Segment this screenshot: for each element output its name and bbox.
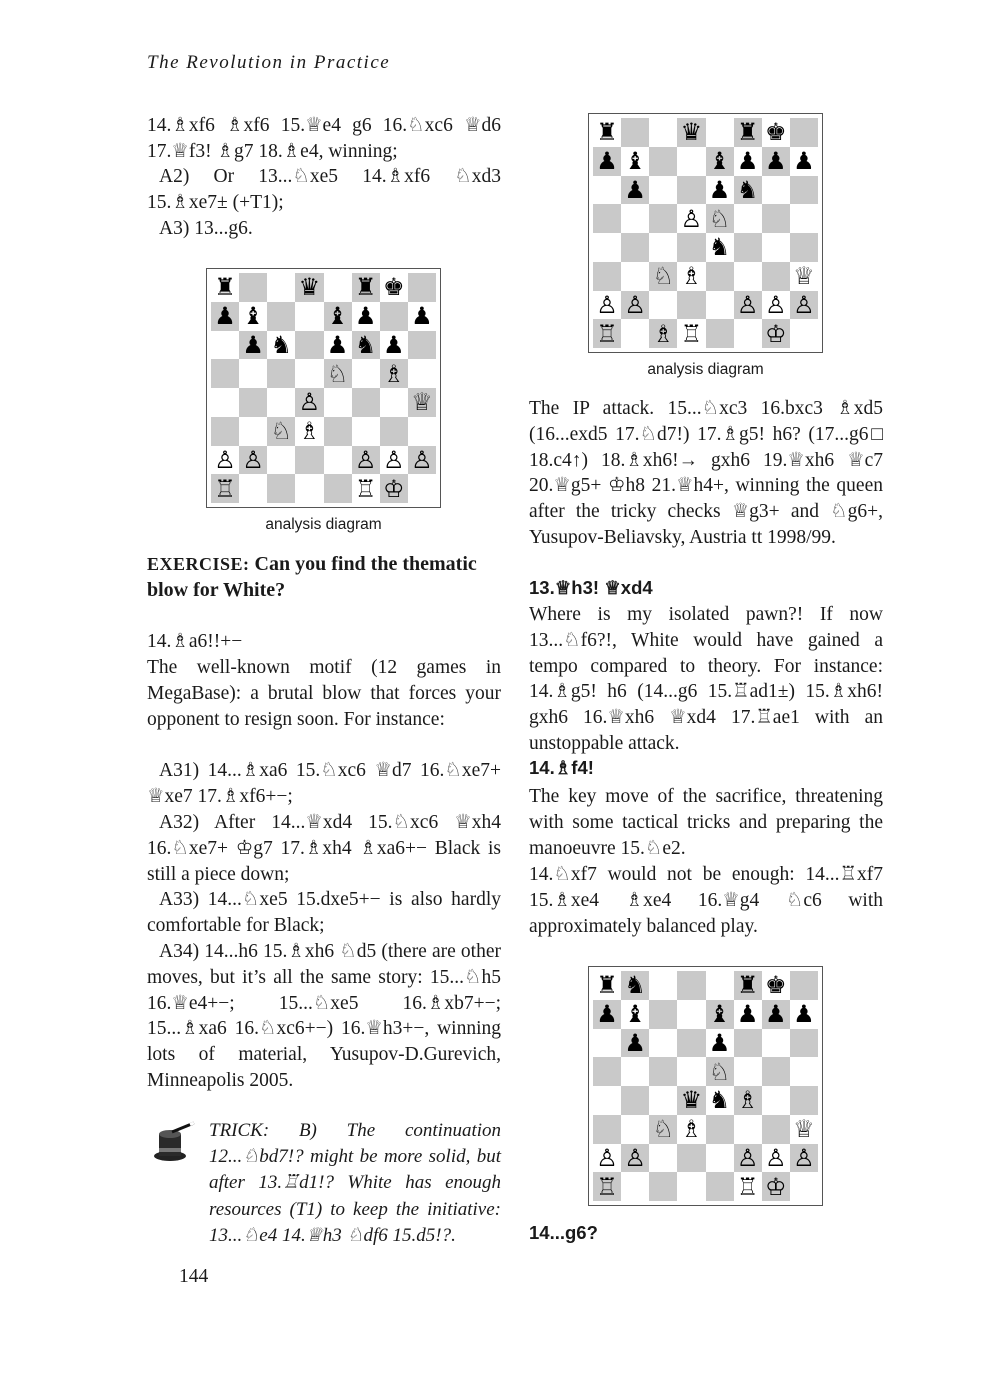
board-square: [324, 388, 352, 417]
board-square: [649, 1029, 677, 1058]
board-square: [677, 1144, 705, 1173]
board-square: [734, 262, 762, 291]
exercise-label: EXERCISE:: [147, 554, 250, 574]
black-pawn-icon: ♟: [324, 331, 352, 360]
board-square: [790, 233, 818, 262]
board-square: [352, 359, 380, 388]
board-square: [706, 118, 734, 147]
white-pawn-icon: ♙: [408, 446, 436, 475]
board-square: [649, 147, 677, 176]
board-square: [621, 118, 649, 147]
white-bishop-icon: ♗: [380, 359, 408, 388]
board-square: [593, 204, 621, 233]
board-square: [593, 233, 621, 262]
board-square: [706, 262, 734, 291]
white-knight-icon: ♘: [706, 204, 734, 233]
board-square: [239, 417, 267, 446]
white-pawn-icon: ♙: [593, 291, 621, 320]
board-square: [239, 388, 267, 417]
board-square: [649, 971, 677, 1000]
black-pawn-icon: ♟: [621, 1029, 649, 1058]
white-bishop-icon: ♗: [734, 1086, 762, 1115]
black-knight-icon: ♞: [706, 233, 734, 262]
paragraph: A34) 14...h6 15.♗xh6 ♘d5 (there are other moves, but it’s all the same story: 15...♘h5 16.♕e4+−; 15...♘xe5 16.♗xb7+−; 15...♗xa6 16.♘xc6+−) 16.♕h3+−, winning lots of material, Yusupov-D.Gurevich, Minneapolis 2005.: [147, 941, 501, 1091]
white-bishop-icon: ♗: [677, 1115, 705, 1144]
board-square: [677, 233, 705, 262]
black-king-icon: ♚: [380, 273, 408, 302]
paragraph: A32) After 14...♕xd4 15.♘xc6 ♕xh4 16.♘xe7+ ♔g7 17.♗xh4 ♗xa6+− Black is still a piece down;: [147, 812, 501, 885]
board-square: [649, 204, 677, 233]
board-square: [706, 1144, 734, 1173]
board-square: [706, 319, 734, 348]
board-square: [593, 1029, 621, 1058]
board-square: [790, 1086, 818, 1115]
black-pawn-icon: ♟: [706, 1029, 734, 1058]
board-square: [621, 1172, 649, 1201]
board-square: [211, 417, 239, 446]
board-square: [621, 233, 649, 262]
board-square: [295, 331, 323, 360]
board-square: [211, 388, 239, 417]
board-square: [790, 1057, 818, 1086]
board-square: [593, 262, 621, 291]
black-knight-icon: ♞: [621, 971, 649, 1000]
board-square: [593, 1115, 621, 1144]
white-pawn-icon: ♙: [677, 204, 705, 233]
paragraph: The key move of the sacrifice, threatening with some tactical tricks and preparing the manoeuvre 15.♘e2.: [529, 786, 883, 859]
paragraph: A33) 14...♘xe5 15.dxe5+− is also hardly comfortable for Black;: [147, 889, 501, 936]
board-square: [408, 417, 436, 446]
board-square: [706, 1172, 734, 1201]
paragraph: 14.♗a6!!+−: [147, 631, 243, 652]
board-square: [621, 262, 649, 291]
board-square: [649, 233, 677, 262]
exercise-prompt: [147, 551, 501, 603]
trick-note: TRICK: B) The continuation 12...♘bd7!? might be more solid, but after 13.♖d1!? White has enough resources (T1) to keep the initiative: 13...♘e4 14.♕h3 ♘df6 15.d5!?.: [209, 1120, 501, 1246]
paragraph: A3) 13...g6.: [159, 218, 253, 239]
black-pawn-icon: ♟: [621, 176, 649, 205]
white-knight-icon: ♘: [649, 1115, 677, 1144]
board-square: [239, 273, 267, 302]
white-bishop-icon: ♗: [649, 319, 677, 348]
board-square: [380, 417, 408, 446]
board-square: [734, 204, 762, 233]
black-bishop-icon: ♝: [621, 147, 649, 176]
board-square: [790, 118, 818, 147]
black-rook-icon: ♜: [211, 273, 239, 302]
board-square: [621, 1086, 649, 1115]
magic-hat-icon: [150, 1120, 198, 1164]
black-bishop-icon: ♝: [706, 147, 734, 176]
chess-diagram: [588, 966, 823, 1206]
running-head: The Revolution in Practice: [147, 52, 391, 73]
black-bishop-icon: ♝: [324, 302, 352, 331]
board-square: [267, 273, 295, 302]
black-bishop-icon: ♝: [239, 302, 267, 331]
board-square: [762, 233, 790, 262]
white-pawn-icon: ♙: [762, 291, 790, 320]
white-pawn-icon: ♙: [790, 291, 818, 320]
diagram-caption: analysis diagram: [265, 516, 382, 533]
board-square: [621, 204, 649, 233]
board-square: [734, 233, 762, 262]
white-king-icon: ♔: [762, 319, 790, 348]
black-pawn-icon: ♟: [790, 1000, 818, 1029]
white-pawn-icon: ♙: [621, 1144, 649, 1173]
board-square: [762, 204, 790, 233]
board-square: [706, 291, 734, 320]
black-pawn-icon: ♟: [790, 147, 818, 176]
white-queen-icon: ♕: [408, 388, 436, 417]
board-square: [239, 359, 267, 388]
black-knight-icon: ♞: [706, 1086, 734, 1115]
black-pawn-icon: ♟: [593, 147, 621, 176]
board-square: [267, 388, 295, 417]
board-square: [734, 1029, 762, 1058]
paragraph: A2) Or 13...♘xe5 14.♗xf6 ♘xd3 15.♗xe7± (+T1);: [147, 166, 501, 213]
board-square: [762, 1029, 790, 1058]
board-square: [762, 176, 790, 205]
white-knight-icon: ♘: [706, 1057, 734, 1086]
white-pawn-icon: ♙: [239, 446, 267, 475]
black-pawn-icon: ♟: [352, 302, 380, 331]
board-square: [762, 1057, 790, 1086]
board-square: [649, 1000, 677, 1029]
black-bishop-icon: ♝: [621, 1000, 649, 1029]
board-square: [380, 388, 408, 417]
black-pawn-icon: ♟: [239, 331, 267, 360]
white-queen-icon: ♕: [790, 1115, 818, 1144]
paragraph: 14.♘xf7 would not be enough: 14...♖xf7 15.♗xe4 ♗xe4 16.♕g4 ♘c6 with approximately balanced play.: [529, 864, 883, 937]
game-move: 13.♕h3! ♕xd4: [529, 577, 653, 598]
board-square: [790, 204, 818, 233]
board-square: [324, 273, 352, 302]
board-square: [734, 319, 762, 348]
black-pawn-icon: ♟: [211, 302, 239, 331]
board-square: [593, 1086, 621, 1115]
white-pawn-icon: ♙: [734, 291, 762, 320]
black-pawn-icon: ♟: [380, 331, 408, 360]
board-square: [762, 1086, 790, 1115]
white-pawn-icon: ♙: [295, 388, 323, 417]
white-rook-icon: ♖: [677, 319, 705, 348]
board-square: [267, 302, 295, 331]
board-square: [295, 446, 323, 475]
white-knight-icon: ♘: [267, 417, 295, 446]
board-square: [649, 1057, 677, 1086]
board-square: [593, 1057, 621, 1086]
board-square: [790, 971, 818, 1000]
black-pawn-icon: ♟: [593, 1000, 621, 1029]
paragraph: The well-known motif (12 games in MegaBase): a brutal blow that forces your opponent to resign soon. For instance:: [147, 657, 501, 730]
white-pawn-icon: ♙: [621, 291, 649, 320]
board-square: [295, 359, 323, 388]
black-knight-icon: ♞: [352, 331, 380, 360]
board-square: [762, 262, 790, 291]
white-knight-icon: ♘: [649, 262, 677, 291]
board-square: [790, 319, 818, 348]
white-rook-icon: ♖: [352, 474, 380, 503]
board-square: [734, 1057, 762, 1086]
white-king-icon: ♔: [380, 474, 408, 503]
board-square: [324, 446, 352, 475]
black-knight-icon: ♞: [267, 331, 295, 360]
black-rook-icon: ♜: [352, 273, 380, 302]
black-rook-icon: ♜: [593, 971, 621, 1000]
board-square: [790, 176, 818, 205]
board-square: [621, 1057, 649, 1086]
black-pawn-icon: ♟: [734, 1000, 762, 1029]
white-pawn-icon: ♙: [734, 1144, 762, 1173]
white-bishop-icon: ♗: [677, 262, 705, 291]
board-square: [790, 1172, 818, 1201]
white-king-icon: ♔: [762, 1172, 790, 1201]
black-queen-icon: ♛: [295, 273, 323, 302]
board-square: [408, 331, 436, 360]
board-square: [790, 1029, 818, 1058]
board-square: [734, 1115, 762, 1144]
game-move: 14.♗f4!: [529, 757, 594, 778]
board-square: [677, 1057, 705, 1086]
black-queen-icon: ♛: [677, 1086, 705, 1115]
board-square: [677, 291, 705, 320]
board-square: [706, 971, 734, 1000]
paragraph: Where is my isolated pawn?! If now 13...♘f6?!, White would have gained a tempo compared to theory. For instance: 14.♗g5! h6 (14...g6 15.♖ad1±) 15.♗xh6! gxh6 16.♕xh6 ♕xd4 17.♖ae1 with an unstoppable attack.: [529, 604, 883, 754]
board-square: [239, 474, 267, 503]
board-square: [677, 1172, 705, 1201]
board-square: [352, 388, 380, 417]
board-square: [649, 1144, 677, 1173]
chess-diagram: [588, 113, 823, 353]
board-square: [380, 302, 408, 331]
black-rook-icon: ♜: [734, 971, 762, 1000]
black-rook-icon: ♜: [734, 118, 762, 147]
board-square: [649, 118, 677, 147]
paragraph: A31) 14...♗xa6 15.♘xc6 ♕d7 16.♘xe7+ ♕xe7 17.♗xf6+−;: [147, 760, 501, 807]
board-square: [649, 1172, 677, 1201]
board-square: [295, 474, 323, 503]
black-pawn-icon: ♟: [762, 147, 790, 176]
paragraph: The IP attack. 15...♘xc3 16.bxc3 ♗xd5 (16...exd5 17.♘d7!) 17.♗g5! h6? (17...g6□ 18.c4↑) 18.♗xh6!→ gxh6 19.♕xh6 ♕c7 20.♕g5+ ♔h8 21.♕h4+, winning the queen after the tricky checks ♕g3+ and ♘g6+, Yusupov-Beliavsky, Austria tt 1998/99.: [529, 398, 883, 548]
board-square: [267, 474, 295, 503]
chess-diagram: [206, 268, 441, 508]
board-square: [649, 1086, 677, 1115]
board-square: [677, 971, 705, 1000]
board-square: [706, 1115, 734, 1144]
board-square: [649, 291, 677, 320]
white-pawn-icon: ♙: [211, 446, 239, 475]
black-pawn-icon: ♟: [408, 302, 436, 331]
white-bishop-icon: ♗: [295, 417, 323, 446]
black-king-icon: ♚: [762, 971, 790, 1000]
board-square: [408, 359, 436, 388]
board-square: [621, 1115, 649, 1144]
board-square: [352, 417, 380, 446]
game-move: 14...g6?: [529, 1222, 598, 1243]
board-square: [593, 176, 621, 205]
board-square: [408, 474, 436, 503]
diagram-caption: analysis diagram: [647, 361, 764, 378]
board-square: [267, 359, 295, 388]
white-pawn-icon: ♙: [593, 1144, 621, 1173]
exercise-text: Can you find the thematic blow for White?: [147, 553, 477, 601]
black-queen-icon: ♛: [677, 118, 705, 147]
board-square: [762, 1115, 790, 1144]
paragraph: 14.♗xf6 ♗xf6 15.♕e4 g6 16.♘xc6 ♕d6 17.♕f3! ♗g7 18.♗e4, winning;: [147, 115, 501, 162]
board-square: [677, 1029, 705, 1058]
board-square: [295, 302, 323, 331]
white-rook-icon: ♖: [734, 1172, 762, 1201]
black-king-icon: ♚: [762, 118, 790, 147]
board-square: [267, 446, 295, 475]
white-queen-icon: ♕: [790, 262, 818, 291]
board-square: [324, 474, 352, 503]
white-pawn-icon: ♙: [380, 446, 408, 475]
white-rook-icon: ♖: [593, 1172, 621, 1201]
board-square: [677, 1000, 705, 1029]
black-rook-icon: ♜: [593, 118, 621, 147]
board-square: [211, 331, 239, 360]
page-number: 144: [179, 1266, 209, 1287]
board-square: [621, 319, 649, 348]
board-square: [211, 359, 239, 388]
black-pawn-icon: ♟: [706, 176, 734, 205]
black-pawn-icon: ♟: [762, 1000, 790, 1029]
white-knight-icon: ♘: [324, 359, 352, 388]
black-knight-icon: ♞: [734, 176, 762, 205]
black-bishop-icon: ♝: [706, 1000, 734, 1029]
white-rook-icon: ♖: [593, 319, 621, 348]
white-pawn-icon: ♙: [762, 1144, 790, 1173]
board-square: [649, 176, 677, 205]
black-pawn-icon: ♟: [734, 147, 762, 176]
board-square: [324, 417, 352, 446]
board-square: [677, 176, 705, 205]
white-pawn-icon: ♙: [352, 446, 380, 475]
white-rook-icon: ♖: [211, 474, 239, 503]
board-square: [677, 147, 705, 176]
white-pawn-icon: ♙: [790, 1144, 818, 1173]
board-square: [408, 273, 436, 302]
